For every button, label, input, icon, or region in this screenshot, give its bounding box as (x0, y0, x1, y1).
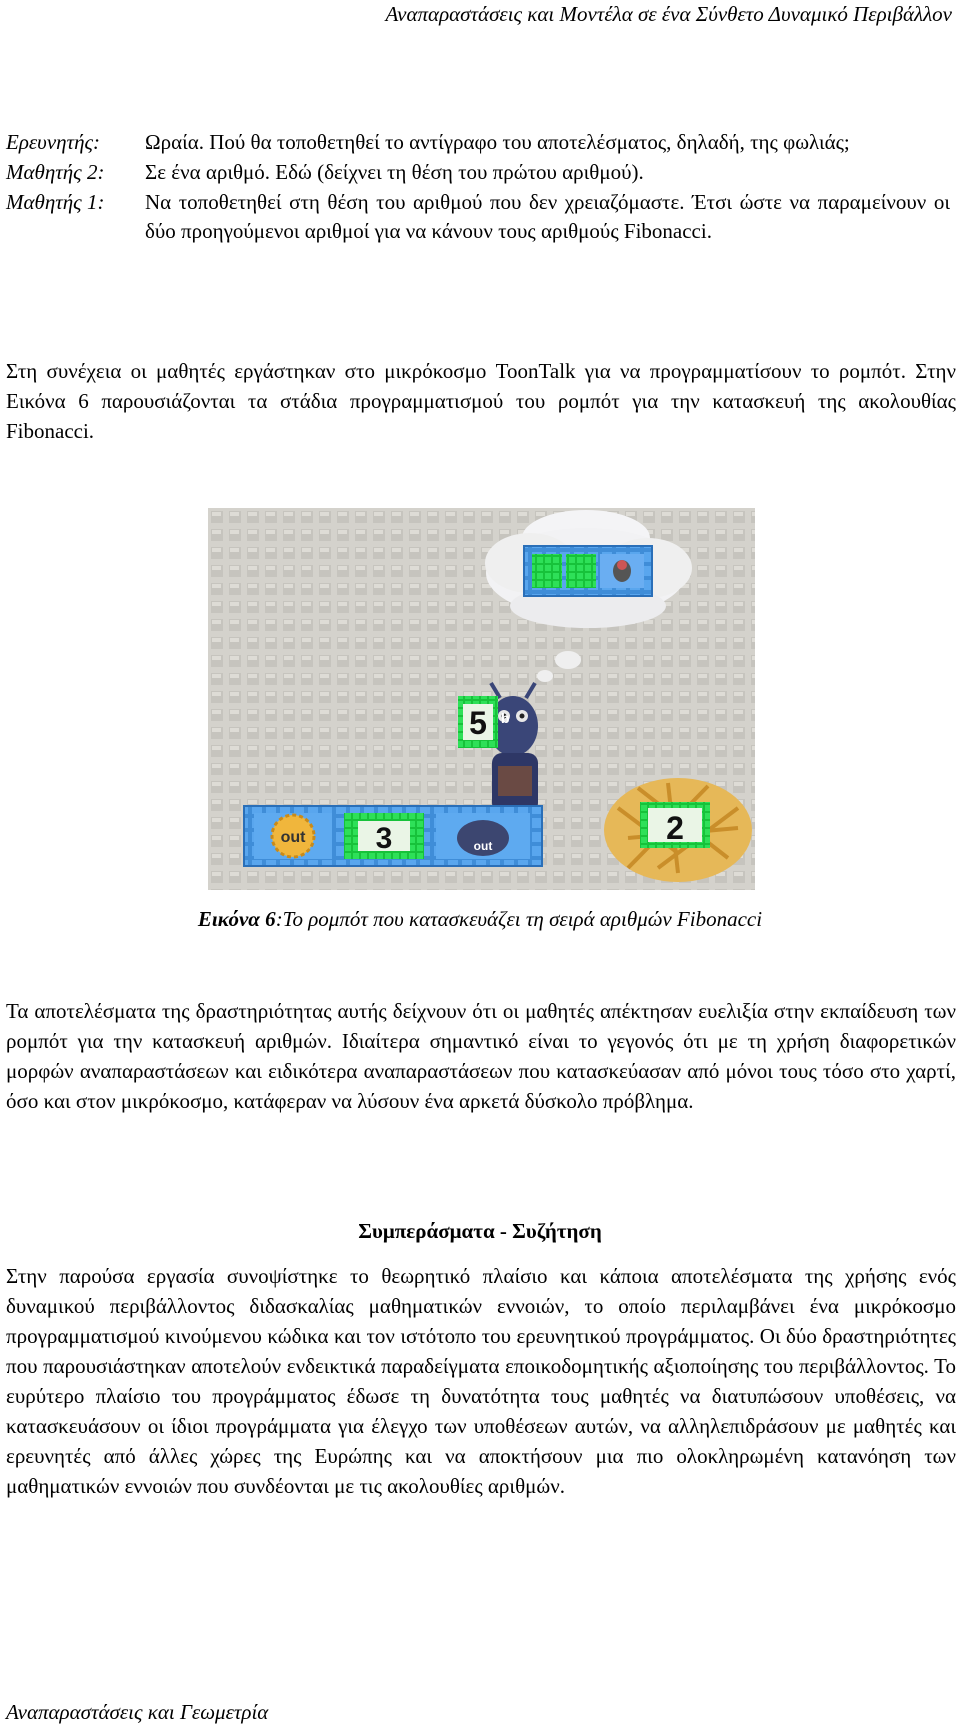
robot-number: 5 (469, 705, 487, 741)
nest (604, 778, 752, 882)
caption-label: Εικόνα 6 (197, 907, 276, 931)
speaker-label: Μαθητής 2: (6, 160, 105, 184)
toontalk-scene (208, 508, 755, 890)
nest-number: 2 (666, 810, 684, 846)
dialogue-turn (6, 158, 950, 187)
toontalk-figure (208, 508, 755, 890)
body-paragraph: Τα αποτελέσματα της δραστηριότητας αυτής δείχνουν ότι οι μαθητές απέκτησαν ευελιξία στην εκπαίδευση των ρομπότ για την κατασκευή αριθμών. Ιδιαίτερα σημαντικό είναι το γεγονός ότι με τη χρήση διαφορετικών μορφών αναπαραστάσεων και ειδικότερα αναπαραστάσεων που κατασκεύασαν από μόνοι τους τόσο στο χαρτί, όσο και στον μικρόκοσμο, κατάφεραν να λύσουν ένα αρκετά δύσκολο πρόβλημα. (6, 999, 956, 1113)
dialogue (6, 128, 950, 247)
speaker-label: Ερευνητής: (6, 130, 101, 154)
running-footer: Αναπαραστάσεις και Γεωμετρία (6, 1700, 269, 1724)
thought-box (524, 546, 652, 596)
utterance-text: Να τοποθετηθεί στη θέση του αριθμού που δεν χρειαζόμαστε. Έτσι ώστε να παραμείνουν οι δύο προηγούμενοι αριθμοί για να κάνουν τους αριθμούς Fibonacci. (145, 190, 950, 243)
body-paragraph: Στη συνέχεια οι μαθητές εργάστηκαν στο μικρόκοσμο ToonTalk για να προγραμματίσουν το ρομπότ. Στην Εικόνα 6 παρουσιάζονται τα στάδια προγραμματισμού του ρομπότ για την κατασκευή της ακολουθίας Fibonacci. (6, 359, 956, 443)
caption-text: :Το ρομπότ που κατασκευάζει τη σειρά αριθμών Fibonacci (275, 907, 763, 931)
body-paragraph: Στην παρούσα εργασία συνοψίστηκε το θεωρητικό πλαίσιο και κάποια αποτελέσματα της χρήσης ενός δυναμικού περιβάλλοντος διδασκαλίας μαθηματικών εννοιών, το οποίο περιλαμβάνει ένα μικρόκοσμο προγραμματισμού κινούμενου κώδικα και τον ιστότοπο του ερευνητικού προγράμματος. Οι δύο δραστηριότητες που παρουσιάστηκαν αποτελούν ενδεικτικά παραδείγματα εποικοδομητικής αξιοποίησης του περιβάλλοντος. Το ευρύτερο πλαίσιο του προγράμματος έδωσε τη δυνατότητα τους μαθητές να διατυπώσουν υποθέσεις, να κατασκευάσουν οι ίδιοι προγράμματα για έλεγχο των υποθέσεων αυτών, να αλληλεπιδράσουν με μαθητές και ερευνητές από άλλες χώρες της Ευρώπης και να αποκτήσουν μια πιο ολοκληρωμένη κατανόηση των μαθηματικών εννοιών που συνδέονται με τις ακολουθίες αριθμών. (6, 1264, 956, 1498)
out-label: out (280, 829, 306, 846)
running-header: Αναπαραστάσεις και Μοντέλα σε ένα Σύνθετο Δυναμικό Περιβάλλον (385, 2, 952, 26)
dialogue-turn (6, 188, 950, 246)
box-number: 3 (375, 822, 393, 855)
section-heading: Συμπεράσματα - Συζήτηση (358, 1219, 602, 1243)
speaker-label: Μαθητής 1: (6, 190, 105, 214)
robot-subscript: b (501, 710, 510, 726)
dialogue-turn (6, 128, 950, 157)
utterance-text: Ωραία. Πού θα τοποθετηθεί το αντίγραφο του αποτελέσματος, δηλαδή, της φωλιάς; (145, 130, 850, 154)
utterance-text: Σε ένα αριθμό. Εδώ (δείχνει τη θέση του πρώτου αριθμού). (145, 160, 644, 184)
bird-out-label: out (473, 839, 493, 853)
program-box (244, 806, 542, 866)
figure-caption (0, 907, 960, 932)
